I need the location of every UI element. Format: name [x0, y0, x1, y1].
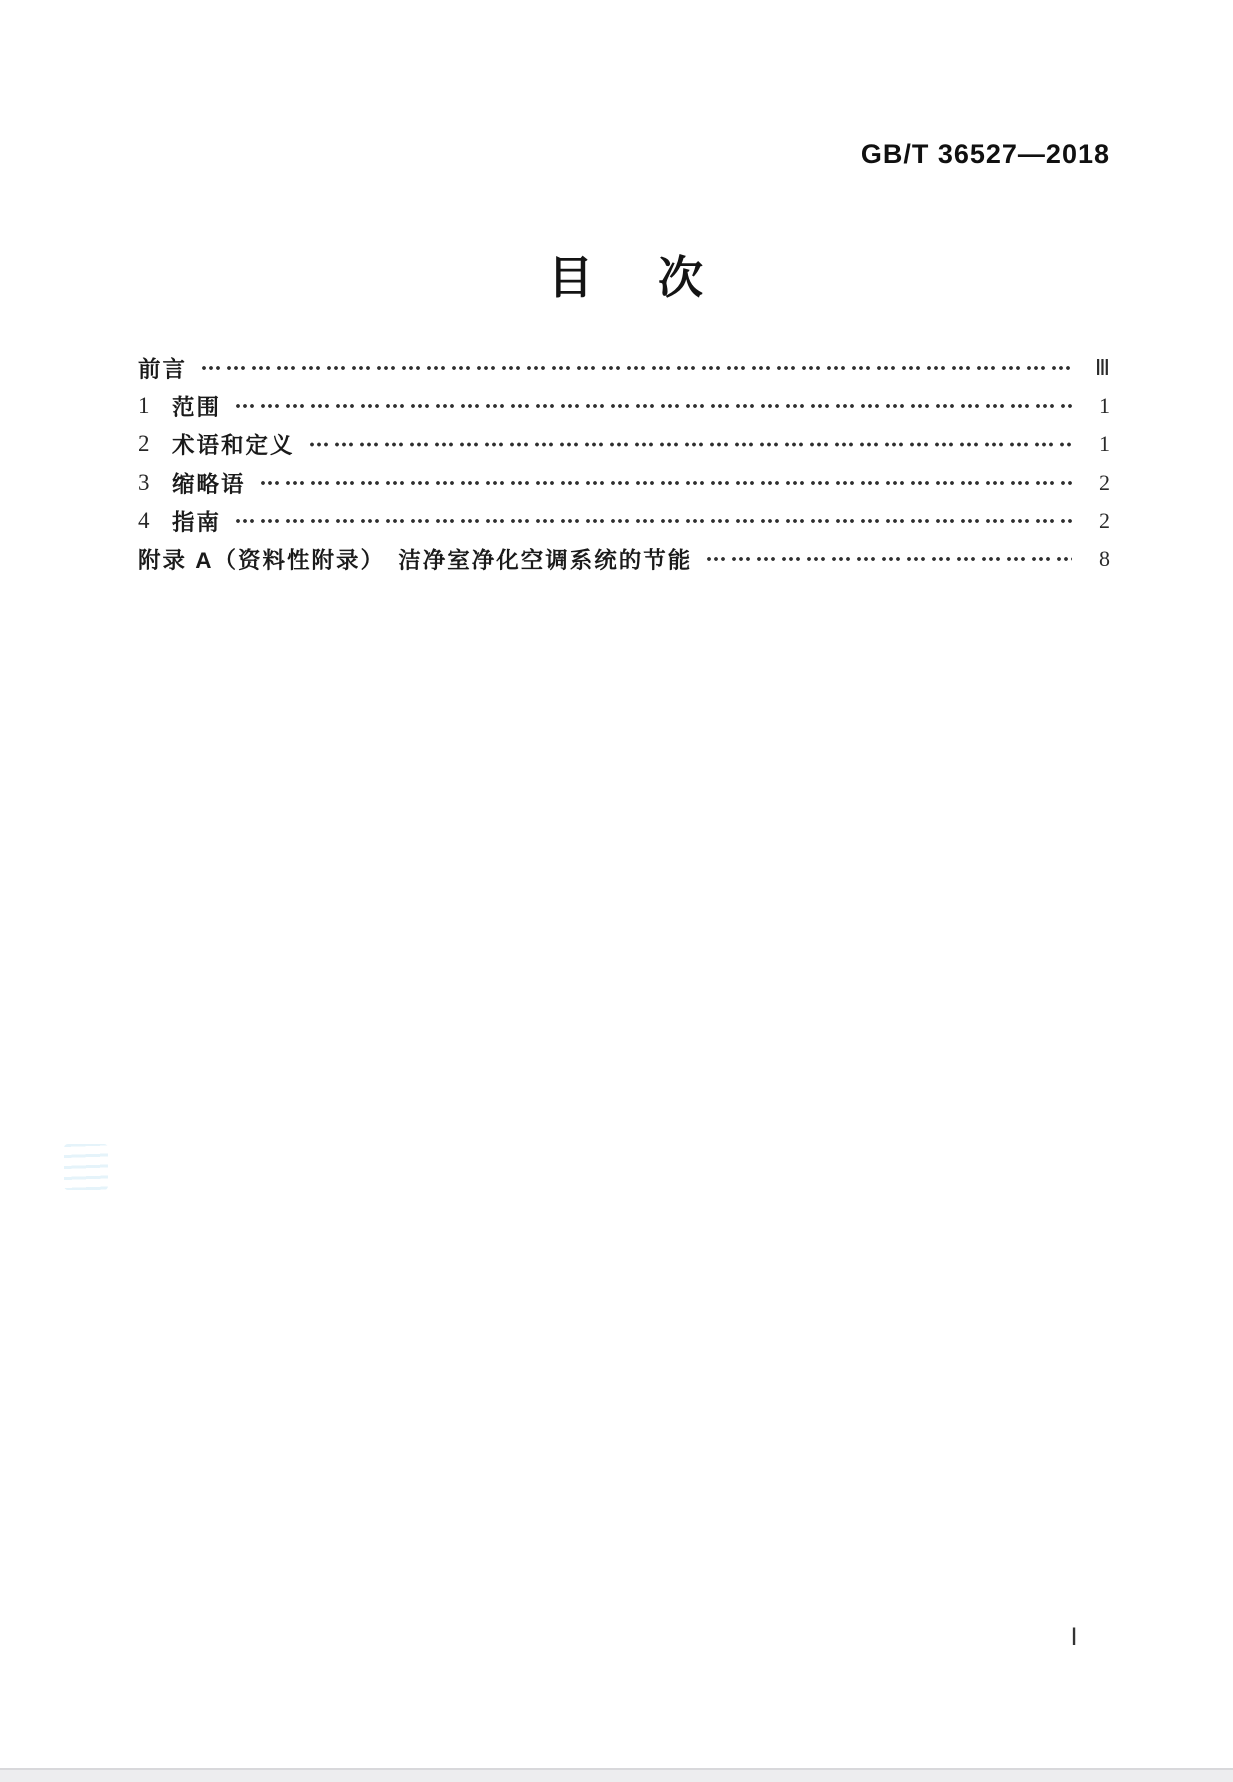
toc-entry-page-number: 1	[1099, 431, 1110, 457]
toc-entry-page-number: 8	[1099, 546, 1110, 572]
toc-dot-leader	[259, 464, 1072, 502]
toc-row	[138, 502, 1110, 540]
toc-dot-leader	[200, 349, 1072, 387]
toc-entry-label: 缩略语	[172, 471, 246, 497]
toc-entry-page-number: 2	[1099, 469, 1110, 495]
toc-row	[138, 425, 1110, 463]
toc-entry-page-number: 2	[1099, 507, 1110, 533]
standard-code: GB/T 36527—2018	[860, 139, 1110, 169]
toc-row	[138, 540, 1110, 578]
toc-entry-number: 3	[138, 469, 150, 495]
toc-entry-label: 术语和定义	[172, 433, 295, 459]
toc-entry-number: 4	[138, 507, 150, 533]
page-bottom-edge	[0, 1768, 1233, 1782]
toc-entry-label: 范围	[172, 395, 222, 421]
toc-row	[138, 349, 1110, 387]
toc-entry-label: 指南	[172, 509, 222, 535]
toc-entry-number: 2	[138, 431, 150, 457]
toc-entry-label: 前言	[138, 357, 188, 383]
footer-page-number: Ⅰ	[1070, 1625, 1078, 1651]
toc-dot-leader	[234, 502, 1072, 540]
toc-dot-leader	[705, 540, 1072, 578]
toc-entry-page-number: Ⅲ	[1094, 355, 1110, 381]
toc-list	[138, 349, 1110, 578]
toc-entry-number: 1	[138, 393, 150, 419]
toc-entry-label: 附录 A（资料性附录） 洁净室净化空调系统的节能	[138, 548, 693, 574]
toc-row	[138, 464, 1110, 502]
toc-dot-leader	[234, 387, 1072, 425]
page-title: 目 次	[547, 252, 713, 303]
toc-row	[138, 387, 1110, 425]
scan-artifact	[64, 1144, 108, 1190]
toc-entry-page-number: 1	[1099, 393, 1110, 419]
toc-dot-leader	[308, 425, 1072, 463]
